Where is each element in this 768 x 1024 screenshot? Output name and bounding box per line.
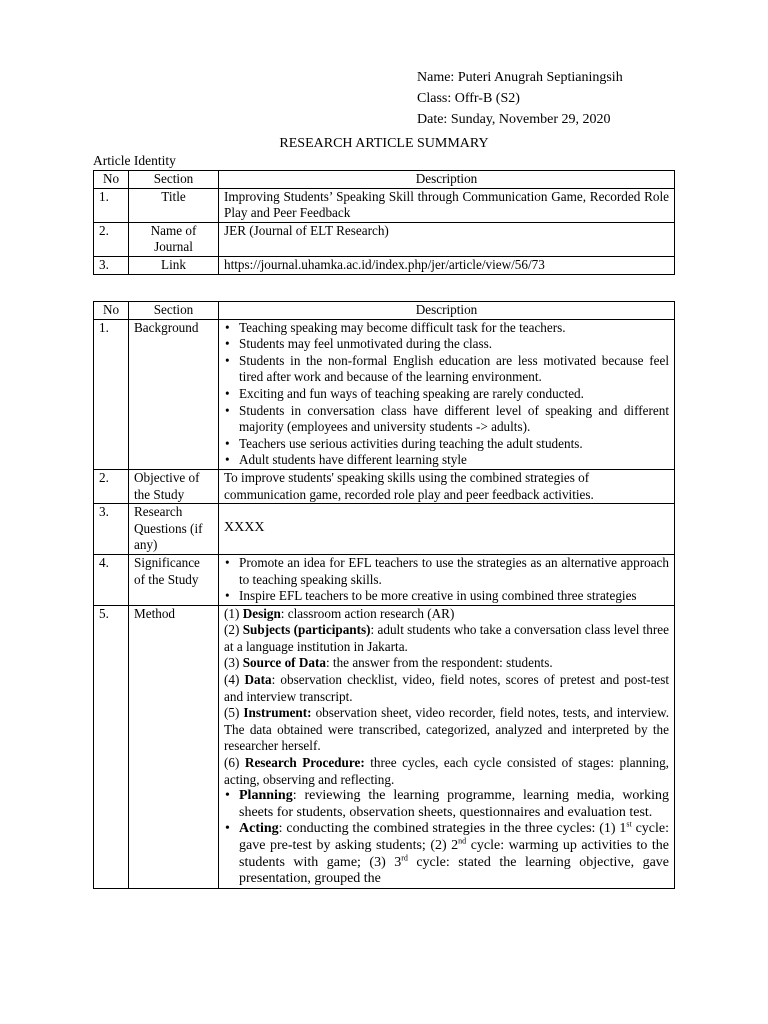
method-instrument: (5) Instrument: observation sheet, video recorder, field notes, tests, and interview. The data obtained were transcribed, categorized, analyzed and interpreted by the researcher herself. — [224, 705, 669, 754]
list-item: • Planning: reviewing the learning programme, learning media, working sheets for students, observation sheets, questionnaires and evaluation test. — [224, 788, 669, 821]
list-item: • Students in the non-formal English education are less motivated because feel tired after work and because of the learning environment. — [224, 353, 669, 386]
method-design: (1) Design: classroom action research (AR) — [224, 605, 455, 621]
background-description — [219, 319, 675, 469]
row-section: Method — [129, 605, 219, 888]
row-number: 5. — [94, 605, 129, 888]
row-number: 1. — [94, 319, 129, 469]
article-link[interactable]: https://journal.uhamka.ac.id/index.php/jer/article/view/56/73 — [219, 256, 675, 274]
method-procedure: (6) Research Procedure: three cycles, each cycle consisted of stages: planning, acting, observing and reflecting. — [224, 755, 669, 787]
table-row — [94, 319, 675, 469]
table-row — [94, 222, 675, 256]
method-data: (4) Data: observation checklist, video, field notes, scores of pretest and post-test and interview transcript. — [224, 672, 669, 704]
row-section: Significance of the Study — [129, 554, 219, 605]
row-section: Title — [129, 188, 219, 222]
table-row — [94, 554, 675, 605]
table-header-row — [94, 171, 675, 189]
table-row — [94, 256, 675, 274]
student-name: Name: Puteri Anugrah Septianingsih — [417, 70, 623, 85]
method-source-of-data: (3) Source of Data: the answer from the respondent: students. — [224, 655, 553, 671]
table-row — [94, 469, 675, 503]
list-item: • Promote an idea for EFL teachers to use the strategies as an alternative approach to teaching speaking skills. — [224, 555, 669, 588]
column-header-description: Description — [219, 302, 675, 320]
article-identity-table — [93, 170, 675, 275]
summary-table — [93, 301, 675, 889]
row-number: 2. — [94, 469, 129, 503]
method-description — [219, 605, 675, 888]
column-header-description: Description — [219, 171, 675, 189]
row-number: 4. — [94, 554, 129, 605]
questions-description: XXXX — [219, 504, 675, 555]
row-number: 1. — [94, 188, 129, 222]
objective-description: To improve students' speaking skills using the combined strategies of communication game, recorded role play and peer feedback activities. — [219, 469, 675, 503]
list-item: • Teachers use serious activities during teaching the adult students. — [224, 436, 669, 453]
column-header-no: No — [94, 302, 129, 320]
list-item: • Teaching speaking may become difficult task for the teachers. — [224, 320, 669, 337]
row-section: Link — [129, 256, 219, 274]
row-number: 3. — [94, 504, 129, 555]
method-subjects: (2) Subjects (participants): adult students who take a conversation class level three at a language institution in Jakarta. — [224, 622, 670, 654]
significance-description — [219, 554, 675, 605]
column-header-section: Section — [129, 171, 219, 189]
document-date: Date: Sunday, November 29, 2020 — [417, 112, 611, 127]
list-item: • Students in conversation class have different level of speaking and different majority (employees and university students -> adults). — [224, 403, 669, 436]
row-number: 2. — [94, 222, 129, 256]
column-header-no: No — [94, 171, 129, 189]
list-item: • Inspire EFL teachers to be more creative in using combined three strategies — [224, 588, 669, 605]
row-section: Background — [129, 319, 219, 469]
document-title: RESEARCH ARTICLE SUMMARY — [279, 136, 489, 151]
column-header-section: Section — [129, 302, 219, 320]
list-item: • Acting: conducting the combined strategies in the three cycles: (1) 1st cycle: gave pre-test by asking students; (2) 2nd cycle: warming up activities to the students with game; (3) 3rd cycle: stated the learning objective, gave presentation, grouped the — [224, 821, 669, 887]
student-info — [417, 67, 623, 130]
list-item: • Exciting and fun ways of teaching speaking are rarely conducted. — [224, 386, 669, 403]
row-section: Research Questions (if any) — [129, 504, 219, 555]
row-section: Objective of the Study — [129, 469, 219, 503]
table-row — [94, 188, 675, 222]
table-row — [94, 605, 675, 888]
row-number: 3. — [94, 256, 129, 274]
list-item: • Students may feel unmotivated during the class. — [224, 336, 669, 353]
row-description: JER (Journal of ELT Research) — [219, 222, 675, 256]
article-identity-label: Article Identity — [93, 153, 176, 168]
row-section: Name of Journal — [129, 222, 219, 256]
list-item: • Adult students have different learning style — [224, 452, 669, 469]
student-class: Class: Offr-B (S2) — [417, 91, 520, 106]
table-row — [94, 504, 675, 555]
table-header-row — [94, 302, 675, 320]
row-description: Improving Students’ Speaking Skill through Communication Game, Recorded Role Play and Peer Feedback — [219, 188, 675, 222]
